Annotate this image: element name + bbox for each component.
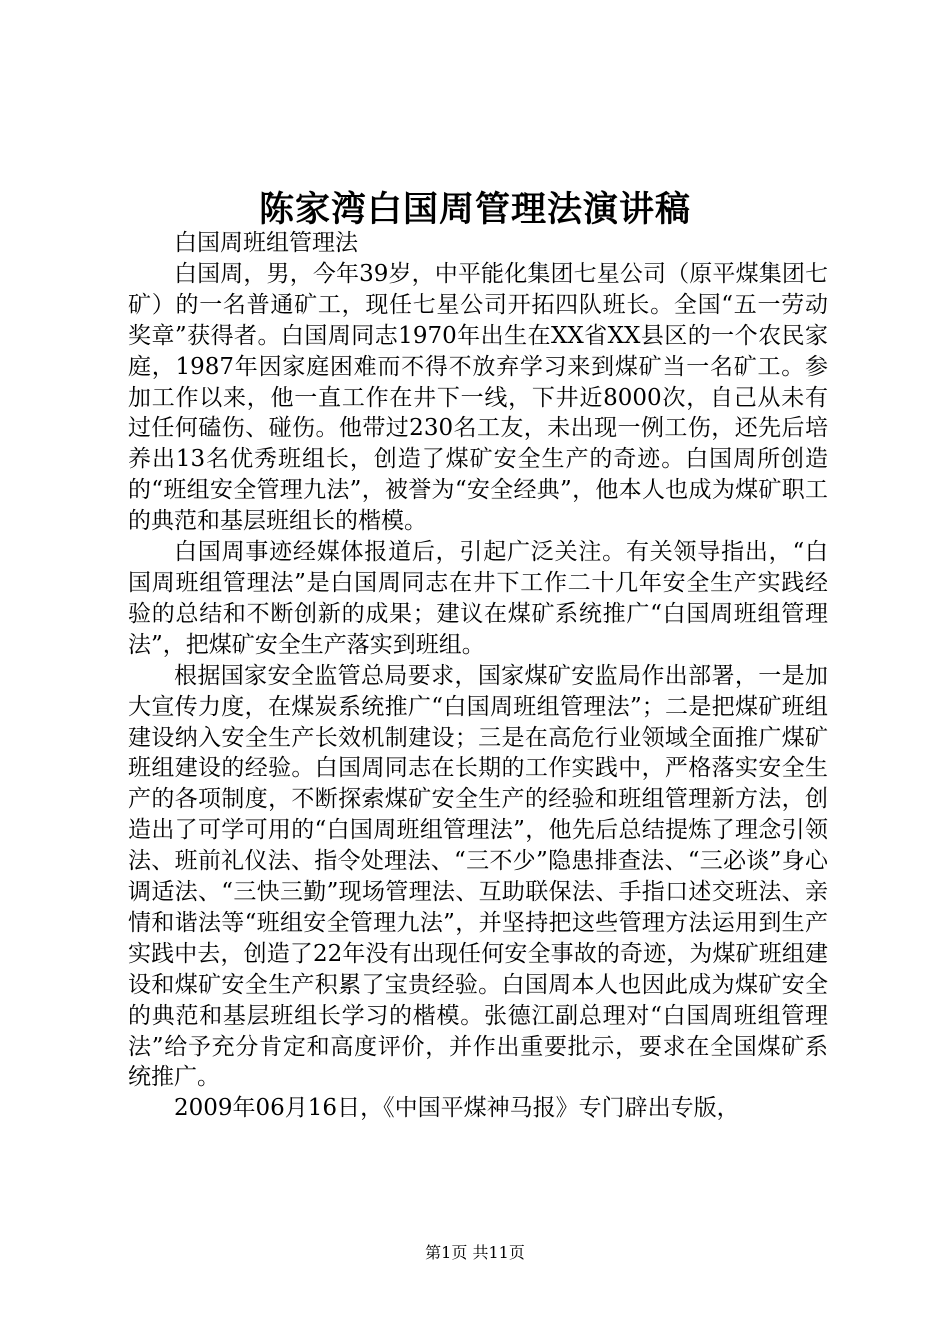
page-number: 第1页 [425,1243,468,1262]
paragraph-subtitle: 白国周班组管理法 [174,230,358,256]
paragraph-newspaper: 2009年06月16日，《中国平煤神马报》专门辟出专版， [174,1095,740,1122]
page-footer [0,1242,950,1264]
paragraph-biography: 白国周，男，今年39岁，中平能化集团七星公司（原平煤集团七矿）的一名普通矿工，现任七星公司开拓四队班长。全国“五一劳动奖章”获得者。白国周同志1970年出生在XX省XX县区的一个农民家庭，1987年因家庭困难而不得不放弃学习来到煤矿当一名矿工。参加工作以来，他一直工作在井下一线，下井近8000次，自己从未有过任何磕伤、碰伤。他带过230名工友，未出现一例工伤，还先后培养出13名优秀班组长，创造了煤矿安全生产的奇迹。白国周所创造的“班组安全管理九法”，被誉为“安全经典”，他本人也成为煤矿职工的典范和基层班组长的楷模。 [128,260,828,535]
document-body [128,228,828,1124]
paragraph-promotion: 根据国家安全监管总局要求，国家煤矿安监局作出部署，一是加大宣传力度，在煤炭系统推广“白国周班组管理法”；二是把煤矿班组建设纳入安全生产长效机制建设；三是在高危行业领域全面推广煤矿班组建设的经验。白国周同志在长期的工作实践中，严格落实安全生产的各项制度，不断探索煤矿安全生产的经验和班组管理新方法，创造出了可学可用的“白国周班组管理法”，他先后总结提炼了理念引领法、班前礼仪法、指令处理法、“三不少”隐患排查法、“三必谈”身心调适法、“三快三勤”现场管理法、互助联保法、手指口述交班法、亲情和谐法等“班组安全管理九法”，并坚持把这些管理方法运用到生产实践中去，创造了22年没有出现任何安全事故的奇迹，为煤矿班组建设和煤矿安全生产积累了宝贵经验。白国周本人也因此成为煤矿安全的典范和基层班组长学习的楷模。张德江副总理对“白国周班组管理法”给予充分肯定和高度评价，并作出重要批示，要求在全国煤矿系统推广。 [128,662,828,1091]
document-title: 陈家湾白国周管理法演讲稿 [258,189,691,230]
page-total: 共11页 [472,1243,525,1262]
paragraph-media-attention: 白国周事迹经媒体报道后，引起广泛关注。有关领导指出，“白国周班组管理法”是白国周同志在井下工作二十几年安全生产实践经验的总结和不断创新的成果；建议在煤矿系统推广“白国周班组管理法”，把煤矿安全生产落实到班组。 [128,539,828,658]
